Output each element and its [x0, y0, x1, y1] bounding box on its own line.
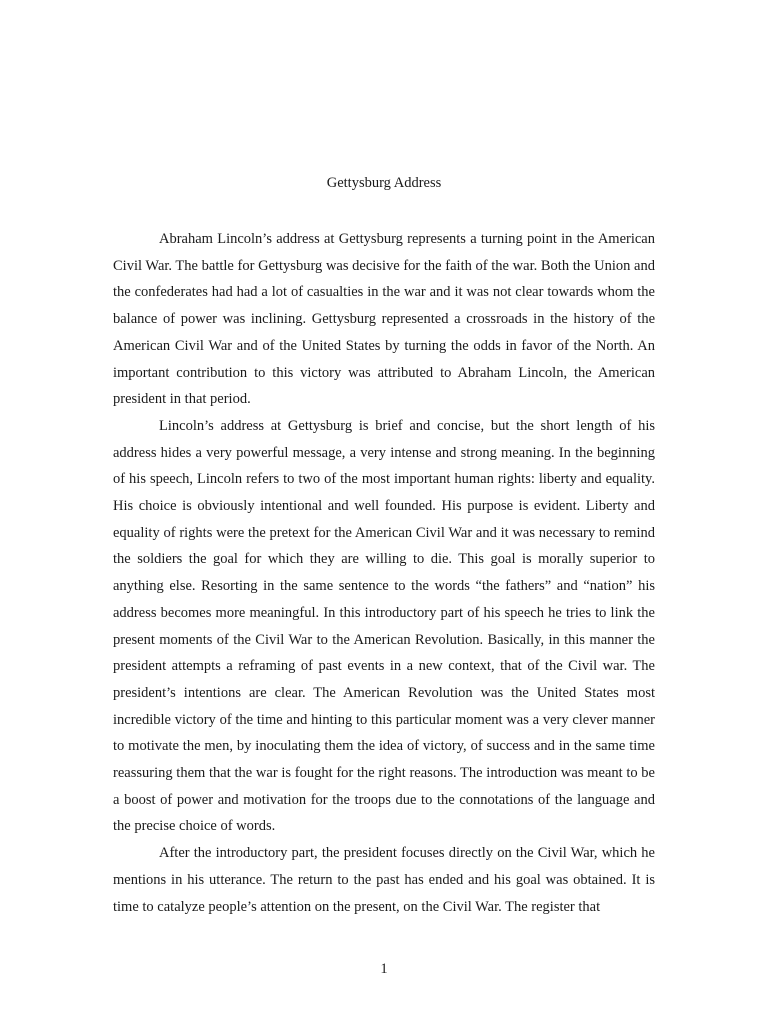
paragraph: Abraham Lincoln’s address at Gettysburg represents a turning point in the American Civil War. The battle for Gettysburg was decisive for the faith of the war. Both the Union and the confederates had had a lot of casualties in the war and it was not clear towards whom the balance of power was inclining. Gettysburg represented a crossroads in the history of the American Civil War and of the United States by turning the odds in favor of the North. An important contribution to this victory was attributed to Abraham Lincoln, the American president in that period.: [113, 231, 655, 408]
paragraph: Lincoln’s address at Gettysburg is brief and concise, but the short length of his address hides a very powerful message, a very intense and strong meaning. In the beginning of his speech, Lincoln refers to two of the most important human rights: liberty and equality. His choice is obviously intentional and well founded. His purpose is evident. Liberty and equality of rights were the pretext for the American Civil War and it was necessary to remind the soldiers the goal for which they are willing to die. This goal is morally superior to anything else. Resorting in the same sentence to the words “the fathers” and “nation” his address becomes more meaningful. In this introductory part of his speech he tries to link the present moments of the Civil War to the American Revolution. Basically, in this manner the president attempts a reframing of past events in a new context, that of the Civil war. The president’s intentions are clear. The American Revolution was the United States most incredible victory of the time and hinting to this particular moment was a very clever manner to motivate the men, by inoculating them the idea of victory, of success and in the same time reassuring them that the war is fought for the right reasons. The introduction was meant to be a boost of power and motivation for the troops due to the connotations of the language and the precise choice of words.: [113, 417, 655, 835]
paragraph: After the introductory part, the president focuses directly on the Civil War, which he mentions in his utterance. The return to the past has ended and his goal was obtained. It is time to catalyze people’s attention on the present, on the Civil War. The register that: [113, 845, 655, 915]
document-body: [113, 226, 655, 920]
document-title: Gettysburg Address: [326, 175, 442, 191]
page-number: 1: [380, 961, 388, 977]
